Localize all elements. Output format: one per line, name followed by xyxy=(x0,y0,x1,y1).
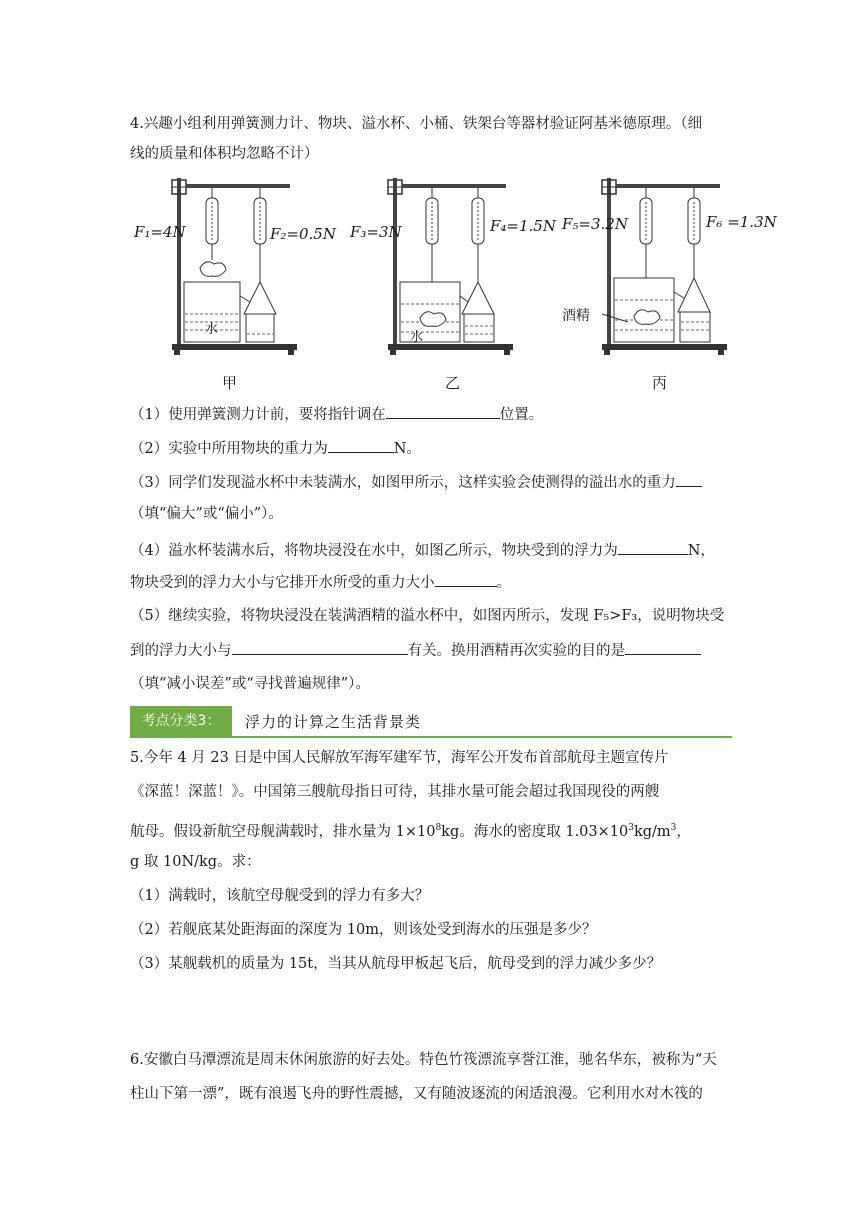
section-tag: 考点分类3： xyxy=(130,706,232,736)
q4-sub4-blank2[interactable] xyxy=(435,572,497,587)
section-divider xyxy=(130,736,732,738)
q4-sub5-blank1[interactable] xyxy=(232,640,408,655)
q4-sub5: （5）继续实验，将物块浸没在装满酒精的溢水杯中，如图丙所示，发现 F₅>F₃，说明物块受 xyxy=(130,608,725,624)
q5-sub2: （2）若舰底某处距海面的深度为 10m，则该处受到海水的压强是多少？ xyxy=(130,922,597,938)
figure-yi-f-left: F₃=3N xyxy=(350,223,402,241)
q5-line4: g 取 10N/kg。求： xyxy=(130,854,261,870)
section-title: 浮力的计算之生活背景类 xyxy=(245,713,422,731)
q4-sub4-blank1[interactable] xyxy=(618,540,688,555)
q4-sub5-blank2[interactable] xyxy=(625,640,701,655)
q4-intro-line1: 4.兴趣小组利用弹簧测力计、物块、溢水杯、小桶、铁架台等器材验证阿基米德原理。（细 xyxy=(130,116,703,132)
q4-sub1: （1）使用弹簧测力计前，要将指针调在 位置。 xyxy=(130,404,543,425)
figure-yi xyxy=(348,172,518,357)
q4-sub3-line2: （填“偏大”或“偏小”）。 xyxy=(130,506,283,522)
q4-sub4: （4）溢水杯装满水后，将物块浸没在水中，如图乙所示，物块受到的浮力为 N， xyxy=(130,540,715,561)
q4-sub3: （3）同学们发现溢水杯中未装满水，如图甲所示，这样实验会使测得的溢出水的重力 xyxy=(130,472,702,493)
q5-line3: 航母。假设新航空母舰满载时，排水量为 $1\times 10^8kg$。海水的密度取 $1.03\times 10^3kg/m^3$， xyxy=(130,823,691,840)
q4-sub2: （2）实验中所用物块的重力为 N。 xyxy=(130,438,421,459)
q6-line1: 6.安徽白马潭漂流是周末休闲旅游的好去处。特色竹筏漂流享誉江淮，驰名华东，被称为“天 xyxy=(130,1052,717,1068)
figure-jia-liquid-label: 水 xyxy=(205,322,219,337)
figure-bing-liquid-label: 酒精 xyxy=(562,308,590,324)
figure-jia-f-right: F₂=0.5N xyxy=(270,225,336,243)
q4-sub5-line3: （填“减小误差”或“寻找普遍规律”）。 xyxy=(130,676,370,692)
q4-intro-line2: 线的质量和体积均忽略不计） xyxy=(130,146,319,162)
figure-bing-f-right: F₆ =1.3N xyxy=(706,213,777,231)
q5-line2: 《深蓝！深蓝！》。中国第三艘航母指日可待，其排水量可能会超过我国现役的两艘 xyxy=(130,784,660,800)
figure-jia-f-left: F₁=4N xyxy=(134,223,186,241)
q4-sub5-line2: 到的浮力大小与 有关。换用酒精再次实验的目的是 xyxy=(130,640,701,661)
q4-sub4-line2: 物块受到的浮力大小与它排开水所受的重力大小 。 xyxy=(130,572,511,593)
figure-yi-f-right: F₄=1.5N xyxy=(490,217,556,235)
figure-yi-caption: 乙 xyxy=(445,374,461,392)
q4-sub2-blank[interactable] xyxy=(328,438,394,453)
q5-sub1: （1）满载时，该航空母舰受到的浮力有多大？ xyxy=(130,888,430,904)
q5-sub3: （3）某舰载机的质量为 15t，当其从航母甲板起飞后，航母受到的浮力减少多少？ xyxy=(130,956,662,972)
figure-bing-f-left: F₅=3.2N xyxy=(562,215,628,233)
figure-bing xyxy=(562,172,732,357)
figure-yi-liquid-label: 水 xyxy=(410,330,424,345)
q5-line1: 5.今年 4 月 23 日是中国人民解放军海军建军节，海军公开发布首部航母主题宣传片 xyxy=(130,750,669,766)
figure-bing-caption: 丙 xyxy=(652,374,668,392)
q4-sub1-blank[interactable] xyxy=(386,404,500,419)
figure-jia-caption: 甲 xyxy=(222,374,238,392)
q6-line2: 柱山下第一漂”，既有浪遏飞舟的野性震撼，又有随波逐流的闲适浪漫。它利用水对木筏的 xyxy=(130,1086,703,1102)
q4-sub3-blank[interactable] xyxy=(676,472,702,487)
